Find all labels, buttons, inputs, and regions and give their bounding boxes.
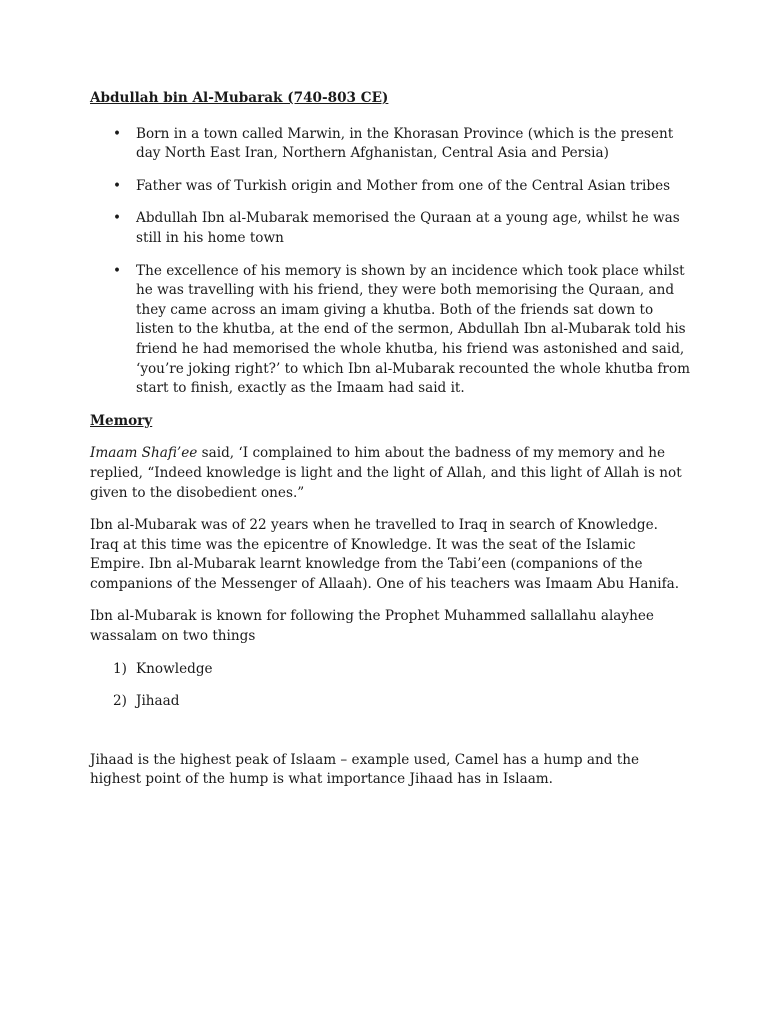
list-item-text: The excellence of his memory is shown by an incidence which took place whilst he was travelling with his friend, they were both memorising the Quraan, and they came across an imam giving a khutba. Both of the friends sat down to listen to the khutba, at the end of the sermon, Abdullah Ibn al-Mubarak told his friend he had memorised the whole khutba, his friend was astonished and said, ‘you’re joking right?’ to which Ibn al-Mubarak recounted the whole khutba from start to finish, exactly as the Imaam had said it. bbox=[136, 262, 691, 397]
numbered-item-marker: 2) bbox=[113, 693, 127, 710]
numbered-item-marker: 1) bbox=[113, 660, 127, 677]
iraq-paragraph: Ibn al-Mubarak was of 22 years when he travelled to Iraq in search of Knowledge. Iraq at this time was the epicentre of Knowledge. It was the seat of the Islamic Empire. Ibn al-Mubarak learnt knowledge from the Tabi’een (companions of the companions of the Messenger of Allaah). One of his teachers was Imaam Abu Hanifa. bbox=[90, 517, 680, 592]
numbered-item bbox=[90, 660, 690, 680]
list-item-text: Born in a town called Marwin, in the Khorasan Province (which is the present day North East Iran, Northern Afghanistan, Central Asia and Persia) bbox=[136, 125, 674, 162]
list-item-text: Abdullah Ibn al-Mubarak memorised the Quraan at a young age, whilst he was still in his home town bbox=[136, 210, 680, 246]
bullet-icon: • bbox=[113, 262, 122, 279]
document-page bbox=[90, 89, 690, 803]
list-item-text: Father was of Turkish origin and Mother from one of the Central Asian tribes bbox=[136, 177, 671, 194]
following-paragraph: Ibn al-Mubarak is known for following the Prophet Muhammed sallallahu alayhee wassalam on two things bbox=[90, 608, 654, 645]
numbered-list bbox=[90, 660, 690, 712]
list-item bbox=[90, 177, 690, 197]
quote-text: said, ‘I complained to him about the badness of my memory and he replied, “Indeed knowledge is light and the light of Allah, and this light of Allah is not given to the disobedient ones.” bbox=[90, 445, 682, 501]
quote-paragraph bbox=[90, 444, 690, 503]
numbered-item-text: Jihaad bbox=[136, 693, 180, 710]
list-item bbox=[90, 209, 690, 248]
numbered-item bbox=[90, 692, 690, 712]
numbered-item-text: Knowledge bbox=[136, 660, 213, 677]
memory-heading: Memory bbox=[90, 412, 153, 429]
bullet-icon: • bbox=[113, 125, 122, 142]
jihaad-paragraph: Jihaad is the highest peak of Islaam – example used, Camel has a hump and the highest point of the hump is what importance Jihaad has in Islaam. bbox=[90, 751, 640, 788]
bullet-icon: • bbox=[113, 210, 122, 227]
list-item bbox=[90, 125, 690, 164]
list-item bbox=[90, 262, 690, 399]
biography-bullet-list bbox=[90, 125, 690, 399]
spacer bbox=[90, 725, 690, 751]
bullet-icon: • bbox=[113, 177, 122, 194]
quote-speaker: Imaam Shafi’ee bbox=[90, 445, 198, 462]
page-title: Abdullah bin Al-Mubarak (740-803 CE) bbox=[90, 90, 389, 106]
